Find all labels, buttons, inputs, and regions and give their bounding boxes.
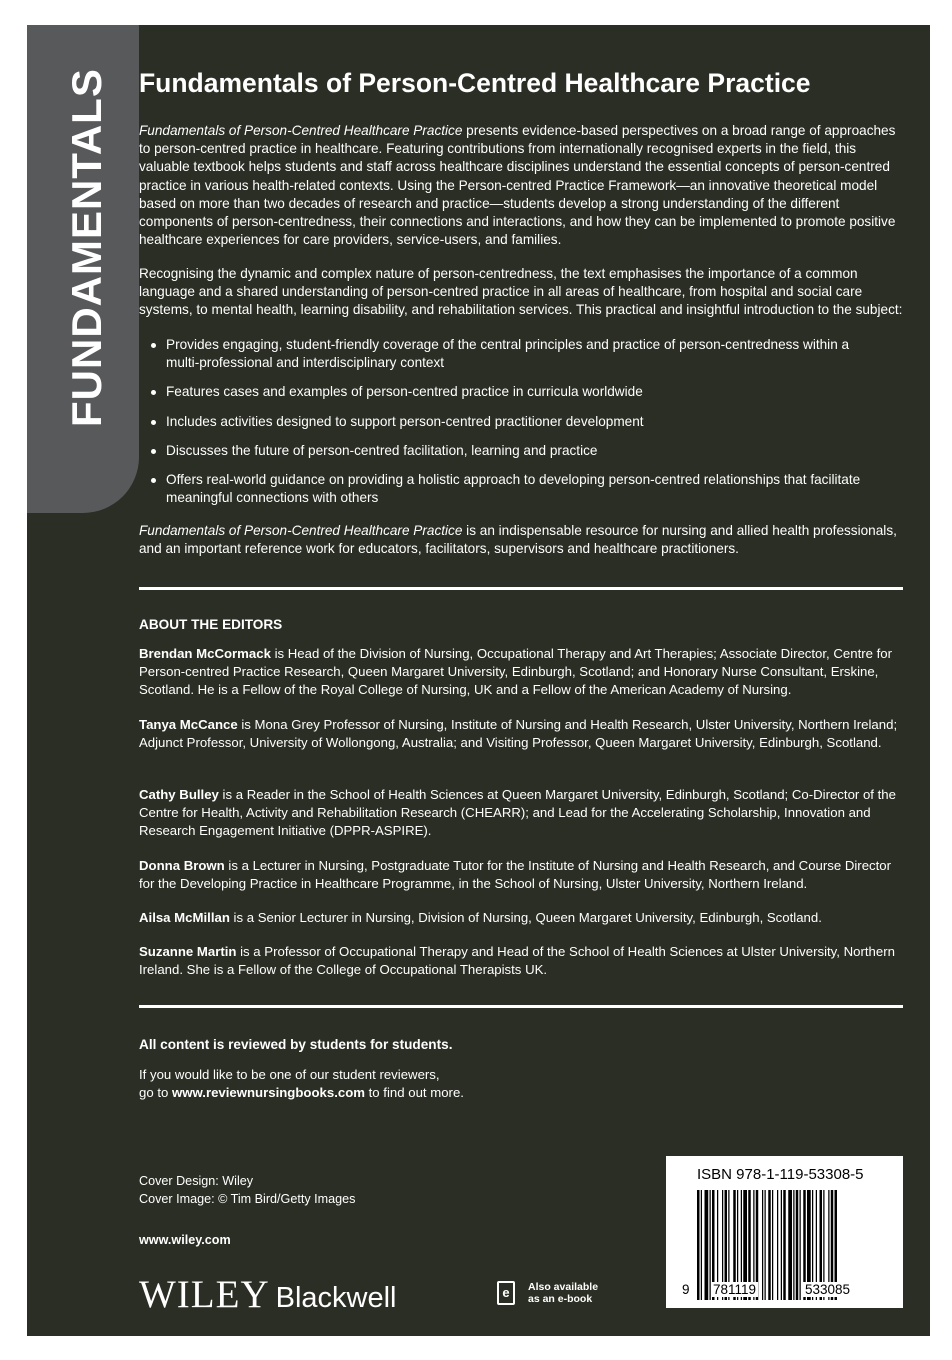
- barcode-bar: [697, 1190, 700, 1300]
- feature-list: [139, 336, 879, 518]
- editor-bio: [139, 786, 905, 841]
- reviewers-line: If you would like to be one of our student reviewers,: [139, 1067, 440, 1082]
- reviewers-line: [139, 1084, 905, 1102]
- barcode-bar: [793, 1190, 794, 1300]
- barcode-bar: [783, 1190, 786, 1300]
- barcode-bar: [800, 1190, 801, 1300]
- editor-bio: [139, 716, 905, 752]
- barcode-bar: [765, 1190, 766, 1300]
- list-item: Includes activities designed to support person-centred practitioner development: [139, 413, 879, 431]
- editor-name: Suzanne Martin: [139, 944, 237, 959]
- reviewers-link[interactable]: www.reviewnursingbooks.com: [172, 1085, 365, 1101]
- barcode-bar: [701, 1190, 702, 1300]
- editor-name: Tanya McCance: [139, 717, 238, 732]
- ebook-notice: [528, 1281, 598, 1305]
- reviewers-text: [139, 1066, 905, 1102]
- reviewers-prefix: go to: [139, 1085, 172, 1101]
- editor-name: Donna Brown: [139, 858, 225, 873]
- editor-name: Cathy Bulley: [139, 787, 219, 802]
- intro-text: presents evidence-based perspectives on a broad range of approaches to person-centred practice in healthcare. Featuring contributions from internationally recognised experts in the field, this valuable textbook helps students and staff across healthcare disciplines understand the essential concepts of person-centred practice in various health-related contexts. Using the Person-centred Practice Framework—an innovative theoretical model based on more than two decades of research and practice—students develop a strong understanding of the different components of person-centredness, their connections and interactions, and how they can be implemented to promote positive healthcare experiences for care providers, service-users, and families.: [139, 123, 896, 248]
- intro-paragraph: [139, 122, 905, 249]
- barcode-left-digits: 781119: [713, 1282, 757, 1297]
- wiley-wordmark: WILEY: [139, 1273, 270, 1316]
- blackwell-wordmark: Blackwell: [275, 1282, 397, 1314]
- isbn-label: ISBN 978-1-119-53308-5: [697, 1166, 864, 1183]
- ebook-icon: e: [497, 1281, 515, 1305]
- editor-text: is Head of the Division of Nursing, Occupational Therapy and Art Therapies; Associate Director, Centre for Person-centred Practice Research, Queen Margaret University, Edinburgh, Scotland; and Honorary Nurse Consultant, Erskine, Scotland. He is a Fellow of the Royal College of Nursing, UK and a Fellow of the American Academy of Nursing.: [139, 646, 893, 698]
- publisher-website[interactable]: www.wiley.com: [139, 1233, 231, 1247]
- barcode-bar: [796, 1190, 799, 1300]
- barcode-right-digits: 533085: [805, 1282, 851, 1297]
- barcode-bar: [772, 1190, 773, 1300]
- editor-text: is a Lecturer in Nursing, Postgraduate Tutor for the Institute of Nursing and Health Research, and Course Director for the Developing Practice in Healthcare Programme, in the School of Nursing, Ulster University, Northern Ireland.: [139, 858, 892, 892]
- ebook-line: Also available: [528, 1281, 599, 1293]
- barcode-bar: [777, 1190, 778, 1300]
- editor-bio: [139, 645, 905, 700]
- editors-heading: ABOUT THE EDITORS: [139, 617, 283, 632]
- barcode-bar: [705, 1190, 709, 1300]
- editor-bio: [139, 943, 905, 979]
- publisher-logo: [139, 1272, 396, 1317]
- reviewers-suffix: to find out more.: [364, 1085, 464, 1101]
- barcode-bar: [788, 1190, 792, 1300]
- closing-text: is an indispensable resource for nursing and allied health professionals, and an important reference work for educators, facilitators, supervisors and healthcare practitioners.: [139, 523, 897, 557]
- barcode-bar: [768, 1190, 771, 1300]
- barcode-lead-digit: 9: [682, 1282, 690, 1297]
- editor-text: is a Reader in the School of Health Sciences at Queen Margaret University, Edinburgh, Scotland; Co-Director of the Centre for Health, Activity and Rehabilitation Research (CHEARR); and Lead for the Accelerating Scholarship, Innovation and Research Engagement Initiative (DPPR-ASPIRE).: [139, 787, 896, 839]
- barcode-bar: [781, 1190, 782, 1300]
- list-item: Offers real-world guidance on providing a holistic approach to developing person-centred relationships that facilitate meaningful connections with others: [139, 471, 879, 507]
- second-paragraph: Recognising the dynamic and complex nature of person-centredness, the text emphasises the importance of a common language and a shared understanding of person-centred practice in all areas of healthcare, from hospital and social care systems, to mental health, learning disability, and rehabilitation services. This practical and insightful introduction to the subject:: [139, 266, 903, 318]
- series-label: FUNDAMENTALS: [63, 68, 110, 427]
- closing-paragraph: [139, 522, 905, 558]
- editor-bio: [139, 857, 905, 893]
- series-tab: [27, 25, 139, 513]
- ebook-line: as an e-book: [528, 1293, 593, 1305]
- book-title: Fundamentals of Person-Centred Healthcare Practice: [139, 68, 811, 98]
- closing-title-italic: Fundamentals of Person-Centred Healthcare Practice: [139, 523, 463, 538]
- editor-text: is a Professor of Occupational Therapy and Head of the School of Health Sciences at Ulster University, Northern Ireland. She is a Fellow of the College of Occupational Therapists UK.: [139, 944, 895, 978]
- list-item: Features cases and examples of person-centred practice in curricula worldwide: [139, 383, 879, 401]
- editor-name: Brendan McCormack: [139, 646, 271, 661]
- divider: [139, 1005, 903, 1008]
- cover-credits: [139, 1173, 355, 1208]
- list-item: Provides engaging, student-friendly coverage of the central principles and practice of person-centredness within a multi-professional and interdisciplinary context: [139, 336, 879, 372]
- reviewers-headline: All content is reviewed by students for students.: [139, 1037, 453, 1052]
- editor-bio: [139, 909, 905, 927]
- list-item: Discusses the future of person-centred facilitation, learning and practice: [139, 442, 879, 460]
- editor-text: is a Senior Lecturer in Nursing, Division of Nursing, Queen Margaret University, Edinburgh, Scotland.: [229, 910, 822, 925]
- barcode-bar: [762, 1190, 763, 1300]
- cover-design-credit: Cover Design: Wiley: [139, 1174, 254, 1188]
- editor-name: Ailsa McMillan: [139, 910, 230, 925]
- divider: [139, 587, 903, 590]
- cover-image-credit: Cover Image: © Tim Bird/Getty Images: [139, 1191, 356, 1206]
- editor-text: is Mona Grey Professor of Nursing, Institute of Nursing and Health Research, Ulster University, Northern Ireland; Adjunct Professor, University of Wollongong, Australia; and Visiting Professor, Queen Margaret University, Edinburgh, Scotland.: [139, 717, 898, 751]
- intro-title-italic: Fundamentals of Person-Centred Healthcare Practice: [139, 123, 463, 138]
